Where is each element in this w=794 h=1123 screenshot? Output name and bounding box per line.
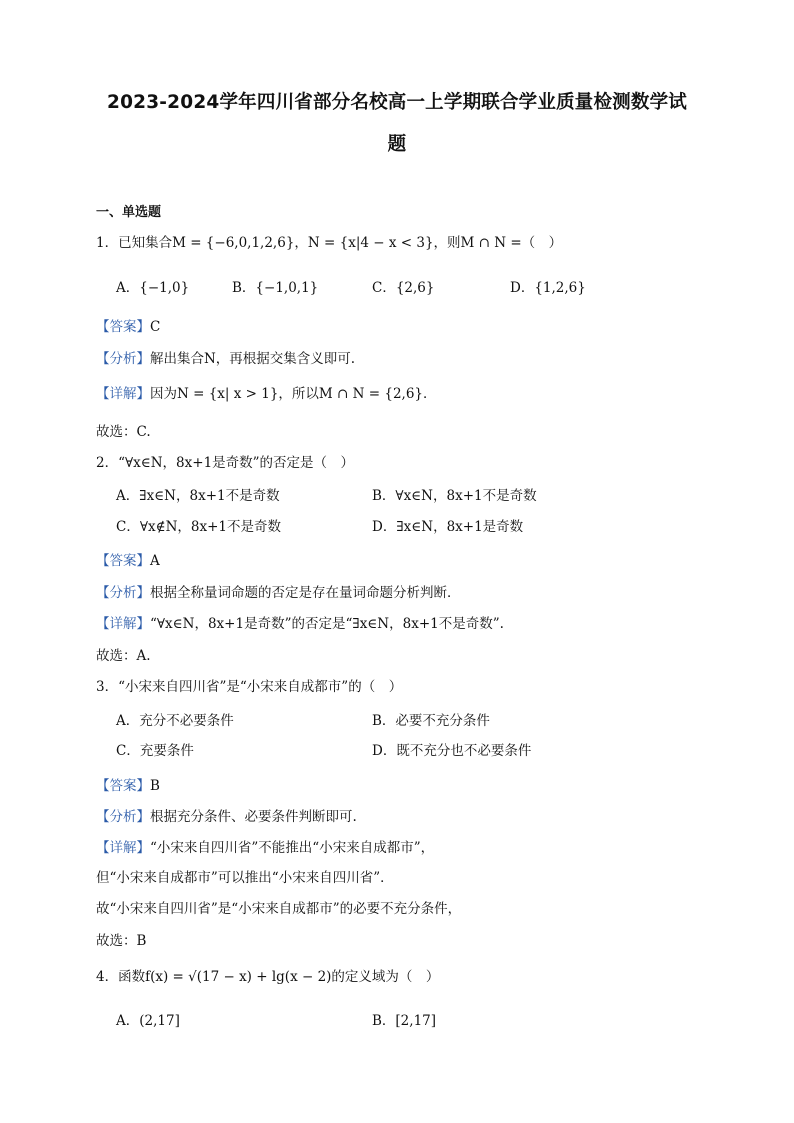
q1-analysis-line — [96, 350, 355, 368]
q3-detail2: 但“小宋来自成都市”可以推出“小宋来自四川省”． — [96, 870, 394, 886]
q3-answer-line — [96, 777, 160, 795]
q1-detail-line — [96, 385, 437, 403]
answer-tag: 【答案】 — [96, 553, 150, 569]
doc-title-line1: 2023-2024学年四川省部分名校高一上学期联合学业质量检测数学试 — [107, 92, 687, 113]
q3-analysis-line — [96, 808, 357, 826]
q1-stem: 1．已知集合M = {−6,0,1,2,6}，N = {x|4 − x < 3}，则M ∩ N =（ ） — [96, 235, 563, 251]
q1-answer-line — [96, 318, 160, 336]
q3-detail-line — [96, 839, 434, 857]
q1-option-d: D．{1,2,6} — [510, 280, 586, 296]
q2-option-c: C．∀x∉N，8x+1不是奇数 — [116, 519, 281, 535]
q2-analysis-line — [96, 584, 461, 602]
q2-answer-line — [96, 552, 160, 570]
detail-tag: 【详解】 — [96, 386, 150, 402]
q3-detail3: 故“小宋来自四川省”是“小宋来自成都市”的必要不充分条件， — [96, 901, 462, 917]
q4-option-a: A．(2,17] — [116, 1013, 180, 1029]
q1-option-c: C．{2,6} — [372, 280, 435, 296]
q1-answer: C — [150, 319, 161, 335]
q1-conclusion: 故选：C. — [96, 424, 151, 440]
q1-detail: 因为N = {x| x > 1}，所以M ∩ N = {2,6}． — [150, 386, 437, 402]
q2-option-a: A．∃x∈N，8x+1不是奇数 — [116, 488, 280, 504]
q2-analysis: 根据全称量词命题的否定是存在量词命题分析判断． — [150, 585, 461, 601]
q2-conclusion: 故选：A. — [96, 648, 151, 664]
q2-option-d: D．∃x∈N，8x+1是奇数 — [372, 519, 524, 535]
answer-tag: 【答案】 — [96, 319, 150, 335]
q3-option-c: C．充要条件 — [116, 743, 194, 759]
detail-tag: 【详解】 — [96, 616, 150, 632]
q2-answer: A — [150, 553, 160, 569]
q1-analysis: 解出集合N，再根据交集含义即可. — [150, 351, 356, 367]
q2-option-b: B．∀x∈N，8x+1不是奇数 — [372, 488, 537, 504]
answer-tag: 【答案】 — [96, 778, 150, 794]
analysis-tag: 【分析】 — [96, 585, 150, 601]
q3-conclusion: 故选：B — [96, 933, 147, 949]
q3-stem: 3．“小宋来自四川省”是“小宋来自成都市”的（ ） — [96, 679, 403, 695]
q3-option-d: D．既不充分也不必要条件 — [372, 743, 532, 759]
q1-option-b: B．{−1,0,1} — [232, 280, 319, 296]
q3-option-b: B．必要不充分条件 — [372, 713, 490, 729]
q1-option-a: A．{−1,0} — [116, 280, 190, 296]
q3-analysis: 根据充分条件、必要条件判断即可. — [150, 809, 357, 825]
section-heading: 一、单选题 — [96, 205, 162, 220]
q2-detail-line — [96, 615, 504, 633]
detail-tag: 【详解】 — [96, 840, 150, 856]
analysis-tag: 【分析】 — [96, 809, 150, 825]
q2-stem: 2．“∀x∈N，8x+1是奇数”的否定是（ ） — [96, 455, 355, 471]
analysis-tag: 【分析】 — [96, 351, 150, 367]
q4-option-b: B．[2,17] — [372, 1013, 437, 1029]
doc-title-line2: 题 — [387, 134, 407, 155]
q3-detail: “小宋来自四川省”不能推出“小宋来自成都市”， — [150, 840, 435, 856]
q2-detail: “∀x∈N，8x+1是奇数”的否定是“∃x∈N，8x+1不是奇数”. — [150, 616, 504, 632]
q3-option-a: A．充分不必要条件 — [116, 713, 234, 729]
q3-answer: B — [150, 778, 160, 794]
q4-stem: 4．函数f(x) = √(17 − x) + lg(x − 2)的定义域为（ ） — [96, 969, 440, 985]
